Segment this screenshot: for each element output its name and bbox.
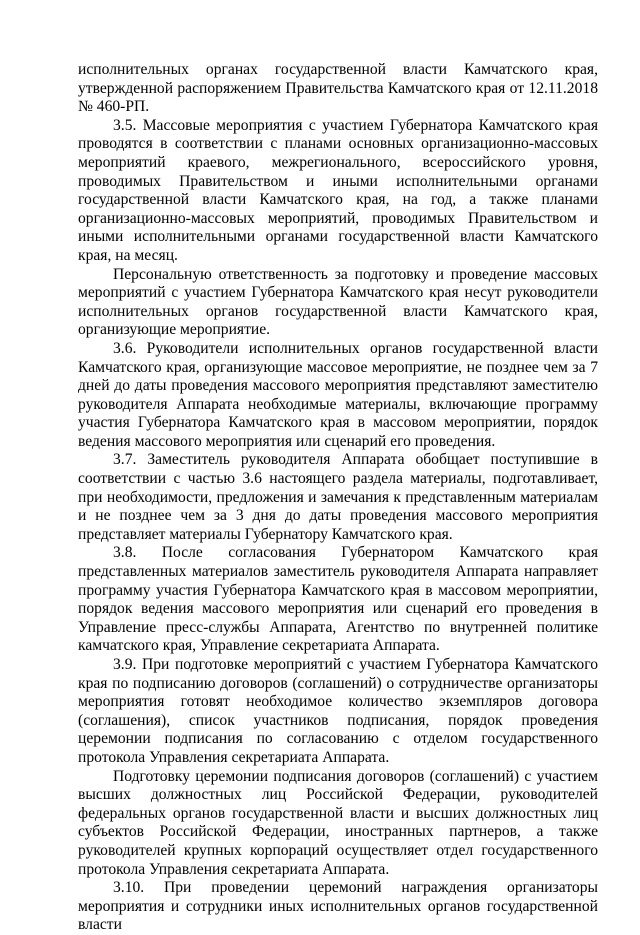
paragraph-3-6: 3.6. Руководители исполнительных органов государственной власти Камчатского края, организующие массовое мероприятие, не позднее чем за 7 дней до даты проведения массового мероприятия представляют заместителю руководителя Аппарата необходимые материалы, включающие программу участия Губернатора Камчатского края в массовом мероприятии, порядок ведения массового мероприятия или сценарий его проведения. [78,339,598,450]
paragraph-3-5: 3.5. Массовые мероприятия с участием Губернатора Камчатского края проводятся в соответствии с планами основных организационно-массовых мероприятий краевого, межрегионального, всероссийского уровня, проводимых Правительством и иными исполнительными органами государственной власти Камчатского края, на год, а также планами организационно-массовых мероприятий, проводимых Правительством и иными исполнительными органами государственной власти Камчатского края, на месяц. [78,116,598,264]
paragraph-continuation: исполнительных органах государственной власти Камчатского края, утвержденной распоряжением Правительства Камчатского края от 12.11.2018 № 460-РП. [78,61,598,116]
paragraph-responsibility: Персональную ответственность за подготовку и проведение массовых мероприятий с участием Губернатора Камчатского края несут руководители исполнительных органов государственной власти Камчатского края, организующие мероприятие. [78,265,598,339]
paragraph-3-9: 3.9. При подготовке мероприятий с участием Губернатора Камчатского края по подписанию договоров (соглашений) о сотрудничестве организаторы мероприятия готовят необходимое количество экземпляров договора (соглашения), список участников подписания, порядок проведения церемонии подписания по согласованию с отделом государственного протокола Управления секретариата Аппарата. [78,656,598,766]
paragraph-3-7: 3.7. Заместитель руководителя Аппарата обобщает поступившие в соответствии с частью 3.6 настоящего раздела материалы, подготавливает, при необходимости, предложения и замечания к представленным материалам и не позднее чем за 3 дня до даты проведения массового мероприятия представляет материалы Губернатору Камчатского края. [78,451,598,543]
document-page [78,61,598,935]
paragraph-3-10: 3.10. При проведении церемоний награждения организаторы мероприятия и сотрудники иных исполнительных органов государственной власти [78,879,598,934]
paragraph-signing-ceremony: Подготовку церемонии подписания договоров (соглашений) с участием высших должностных лиц Российской Федерации, руководителей федеральных органов государственной власти и высших должностных лиц субъектов Российской Федерации, иностранных партнеров, а также руководителей крупных корпораций осуществляет отдел государственного протокола Управления секретариата Аппарата. [78,767,598,878]
paragraph-3-8: 3.8. После согласования Губернатором Камчатского края представленных материалов заместитель руководителя Аппарата направляет программу участия Губернатора Камчатского края в массовом мероприятии, порядок ведения массового мероприятия или сценарий его проведения в Управление пресс-службы Аппарата, Агентство по внутренней политике камчатского края, Управление секретариата Аппарата. [78,544,598,655]
